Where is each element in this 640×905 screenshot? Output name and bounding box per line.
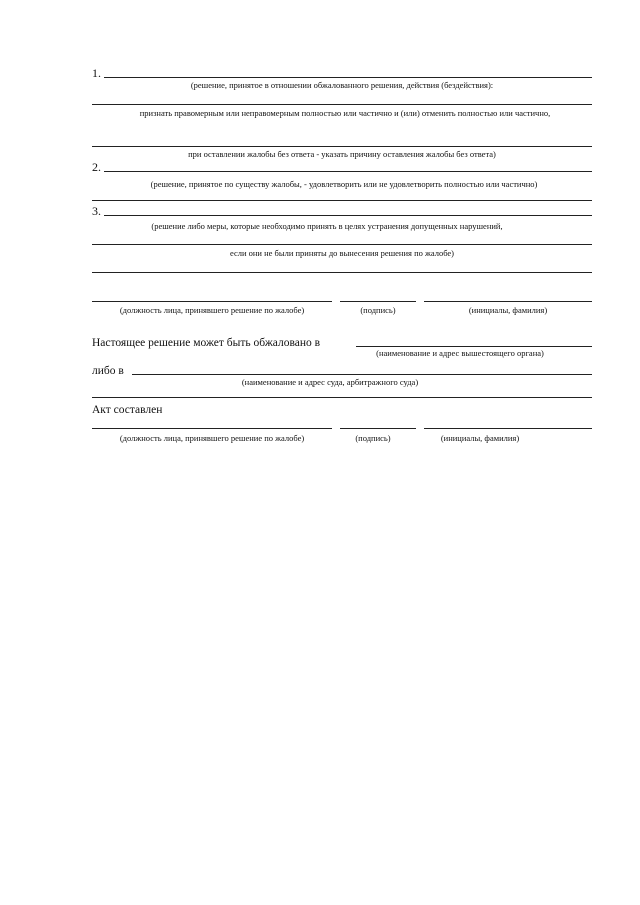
signature-caption-1: (подпись) <box>360 305 396 315</box>
position-line-2[interactable] <box>92 428 332 429</box>
court-line[interactable] <box>132 374 592 375</box>
or-text: либо в <box>92 365 124 377</box>
section-2-fill-line[interactable] <box>104 171 592 172</box>
section-2-number: 2. <box>92 160 101 174</box>
position-caption-1: (должность лица, принявшего решение по жалобе) <box>119 305 305 315</box>
section-1-decision-caption: (решение, принятое в отношении обжалованного решения, действия (бездействия): <box>190 80 494 90</box>
higher-body-caption: (наименование и адрес вышестоящего органа) <box>376 348 544 358</box>
initials-line-2[interactable] <box>424 428 592 429</box>
section-1-number: 1. <box>92 66 101 80</box>
section-1-line-2[interactable] <box>92 104 592 105</box>
initials-caption-1: (инициалы, фамилия) <box>468 305 548 315</box>
section-3-if-not-caption: если они не были приняты до вынесения решения по жалобе) <box>229 248 455 258</box>
appeal-lead-text: Настоящее решение может быть обжаловано в <box>92 337 321 349</box>
initials-line-1[interactable] <box>424 301 592 302</box>
section-3-fill-line[interactable] <box>104 215 592 216</box>
section-1-recognize-caption: признать правомерным или неправомерным полностью или частично и (или) отменить полностью или частично, <box>139 108 551 118</box>
section-2-caption: (решение, принятое по существу жалобы, - удовлетворить или не удовлетворить полностью или частично) <box>150 179 538 189</box>
section-3-line-2[interactable] <box>92 244 592 245</box>
act-lead-text: Акт составлен <box>92 404 163 416</box>
court-line-2[interactable] <box>92 397 592 398</box>
section-1-line-3[interactable] <box>92 146 592 147</box>
section-3-measures-caption: (решение либо меры, которые необходимо принять в целях устранения допущенных нарушений, <box>151 221 503 231</box>
section-1-no-answer-caption: при оставлении жалобы без ответа - указать причину оставления жалобы без ответа) <box>188 149 496 159</box>
section-1-fill-line[interactable] <box>104 77 592 78</box>
section-2-line-2[interactable] <box>92 200 592 201</box>
section-3-number: 3. <box>92 204 101 218</box>
section-3-line-3[interactable] <box>92 272 592 273</box>
position-line-1[interactable] <box>92 301 332 302</box>
court-caption: (наименование и адрес суда, арбитражного суда) <box>241 377 419 387</box>
signature-line-1[interactable] <box>340 301 416 302</box>
signature-line-2[interactable] <box>340 428 416 429</box>
position-caption-2: (должность лица, принявшего решение по жалобе) <box>119 433 305 443</box>
higher-body-line[interactable] <box>356 346 592 347</box>
initials-caption-2: (инициалы, фамилия) <box>440 433 520 443</box>
signature-caption-2: (подпись) <box>355 433 391 443</box>
